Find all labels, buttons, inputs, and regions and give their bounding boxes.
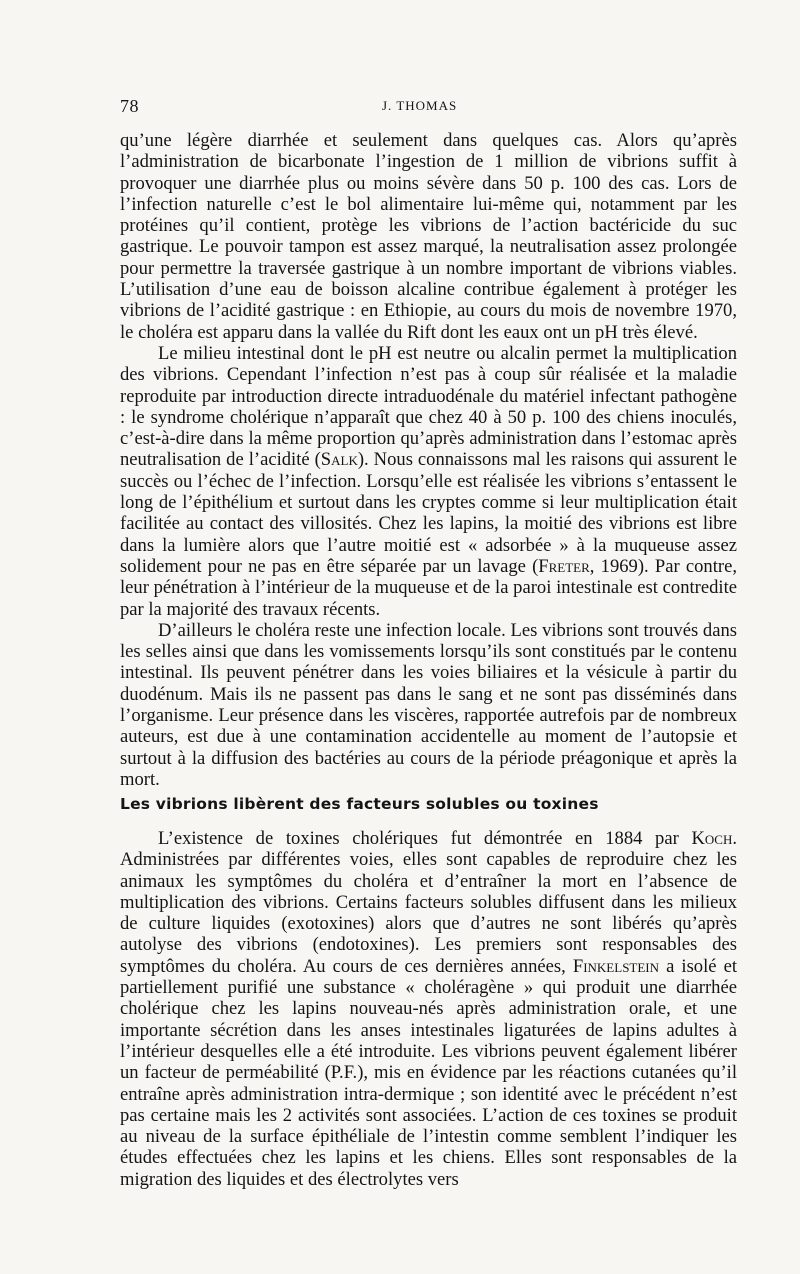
- paragraph-1: [120, 130, 737, 343]
- paragraph-2-text-c: , 1969). Par contre, leur pénétration à l’intérieur de la muqueuse et de la paroi intestinale est contredite par la majorité des travaux récents.: [120, 555, 737, 620]
- paragraph-2-text-a: Le milieu intestinal dont le pH est neutre ou alcalin permet la multiplication des vibrions. Cependant l’infection n’est pas à coup sûr réalisée et la maladie reproduite par introduction directe intraduodénale du matériel infectant pathogène : le syndrome cholérique n’apparaît que chez 40 à 50 p. 100 des chiens inoculés, c’est-à-dire dans la même proportion qu’après administration dans l’estomac après neutralisation de l’acidité (: [120, 342, 737, 471]
- citation-koch: Koch: [691, 828, 733, 849]
- paragraph-2: [120, 343, 737, 620]
- paragraph-4: [120, 828, 737, 1190]
- paragraph-4-text-a: L’existence de toxines cholériques fut démontrée en 1884 par: [158, 828, 692, 849]
- paragraph-4-text-b: . Administrées par différentes voies, elles sont capables de reproduire chez les animaux les symptômes du choléra et d’entraîner la mort en l’absence de multiplication des vibrions. Certains facteurs solubles diffusent dans les milieux de culture liquides (exotoxines) alors que d’autres ne sont libérés qu’après autolyse des vibrions (endotoxines). Les premiers sont responsables des symptômes du choléra. Au cours de ces dernières années,: [120, 828, 737, 977]
- citation-finkelstein: Finkelstein: [572, 955, 660, 977]
- paragraph-1-text: qu’une légère diarrhée et seulement dans quelques cas. Alors qu’après l’administration de bicarbonate l’ingestion de 1 million de vibrions suffit à provoquer une diarrhée plus ou moins sévère dans 50 p. 100 des cas. Lors de l’infection naturelle c’est le bol alimentaire lui-même qui, notamment par les protéines qu’il contient, protège les vibrions de l’action bactéricide du suc gastrique. Le pouvoir tampon est assez marqué, la neutralisation assez prolongée pour permettre la traversée gastrique à un nombre important de vibrions viables. L’utilisation d’une eau de boisson alcaline contribue également à protéger les vibrions de l’acidité gastrique : en Ethiopie, au cours du mois de novembre 1970, le choléra est apparu dans la vallée du Rift dont les eaux ont un pH très élevé.: [120, 130, 737, 343]
- paragraph-3-text: D’ailleurs le choléra reste une infection locale. Les vibrions sont trouvés dans les selles ainsi que dans les vomissements lorsqu’ils sont constitués par le contenu intestinal. Ils peuvent pénétrer dans les voies biliaires et la vésicule à partir du duodénum. Mais ils ne passent pas dans le sang et ne sont pas disséminés dans l’organisme. Leur présence dans les viscères, rapportée autrefois par de nombreux auteurs, est due à une contamination accidentelle au moment de l’autopsie et surtout à la diffusion des bactéries au cours de la période préagonique et après la mort.: [120, 619, 737, 790]
- running-head-author: J. THOMAS: [382, 98, 458, 113]
- paragraph-4-text-c: a isolé et partiellement purifié une substance « choléragène » qui produit une diarrhée cholérique chez les lapins nouveau-nés après administration orale, et une importante sécrétion dans les anses intestinales ligaturées de lapins adultes à l’intérieur desquelles elle a été introduite. Les vibrions peuvent également libérer un facteur de perméabilité (P.F.), mis en évidence par les réactions cutanées qu’il entraîne après administration intra-dermique ; son identité avec le précédent n’est pas certaine mais les 2 activités sont associées. L’action de ces toxines se produit au niveau de la surface épithéliale de l’intestin comme semblent l’indiquer les études effectuées chez les lapins et les chiens. Elles sont responsables de la migration des liquides et des électrolytes vers: [120, 955, 738, 1190]
- section-heading: Les vibrions libèrent des facteurs solubles ou toxines: [120, 795, 599, 813]
- citation-salk: Salk: [320, 449, 358, 471]
- citation-freter: Freter: [538, 555, 590, 577]
- paragraph-3: [120, 620, 737, 790]
- page-number: 78: [120, 96, 139, 116]
- section-body-text: [120, 828, 737, 1190]
- running-head: [120, 96, 740, 120]
- body-text: [120, 130, 737, 790]
- paragraph-2-text-b: ). Nous connaissons mal les raisons qui assurent le succès ou l’échec de l’infection. Lorsqu’elle est réalisée les vibrions s’entassent le long de l’épithélium et surtout dans les cryptes comme si leur multiplication était facilitée au contact des villosités. Chez les lapins, la moitié des vibrions est libre dans la lumière alors que l’autre moitié est « adsorbée » à la muqueuse assez solidement pour ne pas en être séparée par un lavage (: [120, 449, 737, 577]
